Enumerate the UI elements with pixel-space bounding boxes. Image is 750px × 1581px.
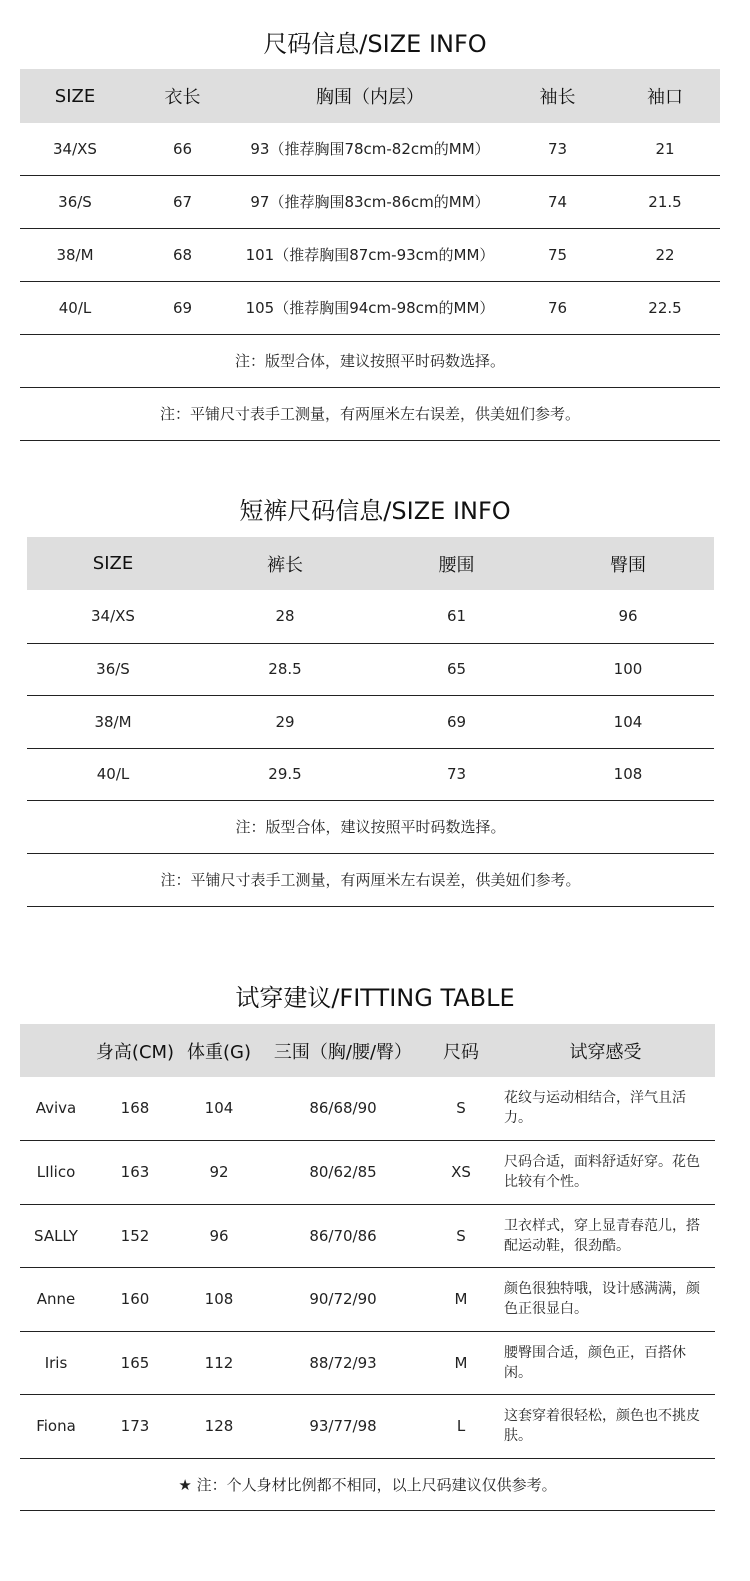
cell-waist: 65	[371, 643, 542, 695]
measurement-note: 注：平铺尺寸表手工测量，有两厘米左右误差，供美妞们参考。	[20, 387, 720, 440]
table-row	[20, 1331, 715, 1394]
cell-fitting-feedback: 花纹与运动相结合，洋气且活力。	[496, 1077, 715, 1140]
table-row	[27, 695, 714, 748]
table-row	[20, 123, 720, 175]
cell-pants-length: 29	[199, 695, 371, 748]
cell-cuff: 21	[610, 123, 720, 175]
cell-bust: 93（推荐胸围78cm-82cm的MM）	[235, 123, 505, 175]
cell-size: M	[426, 1331, 496, 1394]
cell-weight: 104	[178, 1077, 260, 1140]
cell-bust: 97（推荐胸围83cm-86cm的MM）	[235, 175, 505, 228]
header-size: SIZE	[20, 69, 130, 123]
header-fitting-feedback: 试穿感受	[496, 1024, 715, 1077]
cell-weight: 112	[178, 1331, 260, 1394]
header-measurements: 三围（胸/腰/臀）	[260, 1024, 426, 1077]
header-height: 身高(CM)	[92, 1024, 178, 1077]
cell-weight: 92	[178, 1140, 260, 1204]
header-bust: 胸围（内层）	[235, 69, 505, 123]
header-pants-length: 裤长	[199, 537, 371, 590]
cell-size: 34/XS	[27, 590, 199, 643]
cell-size: 36/S	[20, 175, 130, 228]
cell-length: 66	[130, 123, 235, 175]
cell-measurements: 90/72/90	[260, 1267, 426, 1331]
cell-size: 40/L	[20, 281, 130, 334]
cell-measurements: 86/68/90	[260, 1077, 426, 1140]
cell-length: 68	[130, 228, 235, 281]
cell-waist: 69	[371, 695, 542, 748]
table-row	[20, 1394, 715, 1458]
size-info-title: 尺码信息/SIZE INFO	[263, 30, 487, 58]
cell-weight: 108	[178, 1267, 260, 1331]
cell-height: 163	[92, 1140, 178, 1204]
reference-note: ★ 注：个人身材比例都不相同，以上尺码建议仅供参考。	[20, 1458, 715, 1510]
header-waist: 腰围	[371, 537, 542, 590]
cell-measurements: 88/72/93	[260, 1331, 426, 1394]
cell-height: 173	[92, 1394, 178, 1458]
cell-hip: 104	[542, 695, 714, 748]
cell-size: L	[426, 1394, 496, 1458]
cell-name: Iris	[20, 1331, 92, 1394]
header-weight: 体重(G)	[178, 1024, 260, 1077]
header-cuff: 袖口	[610, 69, 720, 123]
cell-hip: 100	[542, 643, 714, 695]
header-hip: 臀围	[542, 537, 714, 590]
cell-bust: 101（推荐胸围87cm-93cm的MM）	[235, 228, 505, 281]
cell-hip: 108	[542, 748, 714, 800]
cell-fitting-feedback: 腰臀围合适，颜色正，百搭休闲。	[496, 1331, 715, 1394]
cell-pants-length: 28.5	[199, 643, 371, 695]
cell-size: 38/M	[27, 695, 199, 748]
cell-size: 40/L	[27, 748, 199, 800]
cell-sleeve-length: 73	[505, 123, 610, 175]
table-row	[20, 281, 720, 334]
cell-pants-length: 28	[199, 590, 371, 643]
cell-measurements: 86/70/86	[260, 1204, 426, 1267]
cell-name: LIlico	[20, 1140, 92, 1204]
table-row	[20, 1140, 715, 1204]
table-row	[27, 643, 714, 695]
cell-fitting-feedback: 尺码合适，面料舒适好穿。花色比较有个性。	[496, 1140, 715, 1204]
cell-length: 69	[130, 281, 235, 334]
header-length: 衣长	[130, 69, 235, 123]
cell-name: Anne	[20, 1267, 92, 1331]
fitting-table	[20, 1024, 715, 1511]
shorts-size-info-title: 短裤尺码信息/SIZE INFO	[239, 497, 511, 525]
cell-bust: 105（推荐胸围94cm-98cm的MM）	[235, 281, 505, 334]
cell-weight: 96	[178, 1204, 260, 1267]
cell-size: M	[426, 1267, 496, 1331]
cell-measurements: 93/77/98	[260, 1394, 426, 1458]
cell-cuff: 21.5	[610, 175, 720, 228]
table-row	[27, 748, 714, 800]
cell-cuff: 22	[610, 228, 720, 281]
cell-size: 34/XS	[20, 123, 130, 175]
cell-fitting-feedback: 卫衣样式，穿上显青春范儿，搭配运动鞋，很劲酷。	[496, 1204, 715, 1267]
table-row	[20, 1204, 715, 1267]
cell-measurements: 80/62/85	[260, 1140, 426, 1204]
cell-size: XS	[426, 1140, 496, 1204]
cell-sleeve-length: 74	[505, 175, 610, 228]
cell-size: 38/M	[20, 228, 130, 281]
cell-weight: 128	[178, 1394, 260, 1458]
table-row	[20, 1267, 715, 1331]
table-row	[20, 228, 720, 281]
cell-name: SALLY	[20, 1204, 92, 1267]
shorts-size-table	[27, 537, 714, 907]
table-row	[27, 590, 714, 643]
cell-cuff: 22.5	[610, 281, 720, 334]
table-row	[20, 1077, 715, 1140]
fit-note: 注：版型合体，建议按照平时码数选择。	[20, 334, 720, 387]
cell-sleeve-length: 76	[505, 281, 610, 334]
fit-note: 注：版型合体，建议按照平时码数选择。	[27, 800, 714, 853]
cell-waist: 73	[371, 748, 542, 800]
table-row	[20, 175, 720, 228]
cell-height: 152	[92, 1204, 178, 1267]
header-size: SIZE	[27, 537, 199, 590]
cell-size: 36/S	[27, 643, 199, 695]
cell-pants-length: 29.5	[199, 748, 371, 800]
cell-fitting-feedback: 这套穿着很轻松，颜色也不挑皮肤。	[496, 1394, 715, 1458]
cell-size: S	[426, 1077, 496, 1140]
cell-fitting-feedback: 颜色很独特哦，设计感满满，颜色正很显白。	[496, 1267, 715, 1331]
header-sleeve-length: 袖长	[505, 69, 610, 123]
fitting-table-title: 试穿建议/FITTING TABLE	[235, 984, 515, 1012]
cell-height: 165	[92, 1331, 178, 1394]
measurement-note: 注：平铺尺寸表手工测量，有两厘米左右误差，供美妞们参考。	[27, 853, 714, 906]
cell-hip: 96	[542, 590, 714, 643]
size-info-table	[20, 69, 720, 441]
cell-waist: 61	[371, 590, 542, 643]
cell-size: S	[426, 1204, 496, 1267]
header-size: 尺码	[426, 1024, 496, 1077]
cell-length: 67	[130, 175, 235, 228]
cell-height: 160	[92, 1267, 178, 1331]
cell-name: Aviva	[20, 1077, 92, 1140]
header-name	[20, 1024, 92, 1077]
cell-name: Fiona	[20, 1394, 92, 1458]
cell-height: 168	[92, 1077, 178, 1140]
cell-sleeve-length: 75	[505, 228, 610, 281]
